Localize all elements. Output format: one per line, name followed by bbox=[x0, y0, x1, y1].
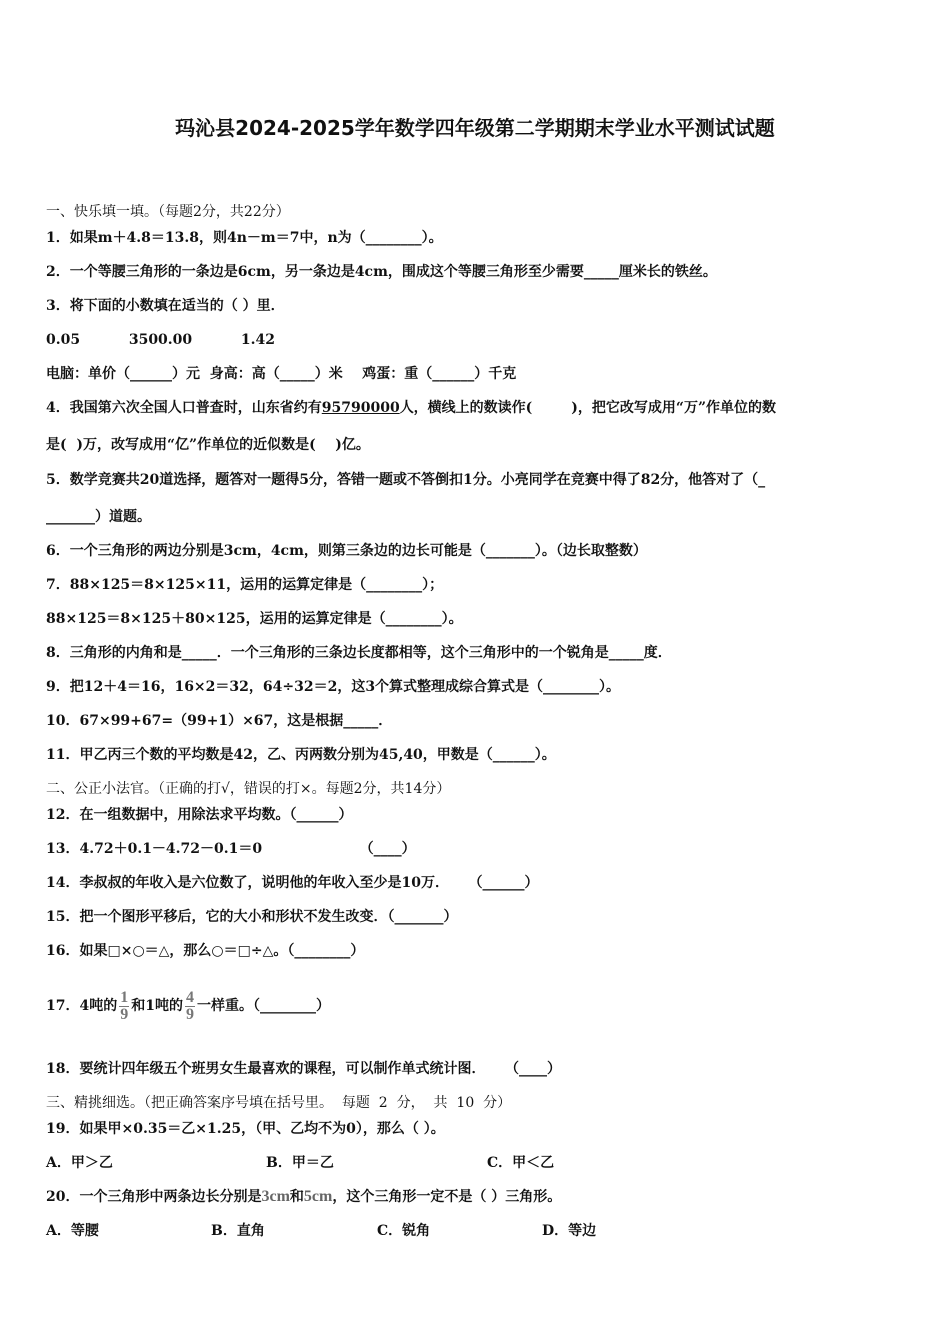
question-16: 16．如果□×○＝△，那么○＝□÷△。（________） bbox=[46, 943, 365, 959]
question-9: 9．把12＋4＝16，16×2＝32，64÷32＝2，这3个算式整理成综合算式是（________）。 bbox=[46, 679, 621, 695]
option-b: B．甲＝乙 bbox=[266, 1155, 334, 1171]
question-1: 1．如果m＋4.8＝13.8，则4n－m＝7中，n为（________）。 bbox=[46, 230, 443, 246]
question-17-mid: 和1吨的 bbox=[131, 998, 183, 1014]
question-4-post: 人，横线上的数读作( )，把它改写成用“万”作单位的数 bbox=[399, 400, 777, 416]
question-3-numbers: 0.05 3500.00 1.42 bbox=[46, 332, 275, 348]
page-title: 玛沁县2024-2025学年数学四年级第二学期期末学业水平测试试题 bbox=[175, 116, 775, 140]
question-20-pre: 20．一个三角形中两条边长分别是 bbox=[46, 1189, 262, 1205]
question-13: 13．4.72＋0.1－4.72－0.1＝0 （____） bbox=[46, 841, 416, 857]
question-17 bbox=[46, 984, 330, 1028]
fraction-four-ninths: $\frac{4}{9}$ bbox=[185, 988, 194, 1023]
section-3-heading: 三、精挑细选。（把正确答案序号填在括号里。 每题 2 分， 共 10 分） bbox=[46, 1095, 512, 1111]
question-7-line-2: 88×125＝8×125＋80×125，运用的运算定律是（________）。 bbox=[46, 611, 463, 627]
question-8: 8．三角形的内角和是_____．一个三角形的三条边长度都相等，这个三角形中的一个锐角是_____度． bbox=[46, 645, 672, 661]
question-2: 2．一个等腰三角形的一条边是6cm，另一条边是4cm，围成这个等腰三角形至少需要_____厘米长的铁丝。 bbox=[46, 264, 717, 280]
question-5-line-1: 5．数学竞赛共20道选择，题答对一题得5分，答错一题或不答倒扣1分。小亮同学在竞赛中得了82分，他答对了（_ bbox=[46, 472, 766, 488]
option-d: D．等边 bbox=[542, 1223, 597, 1239]
question-18: 18．要统计四年级五个班男女生最喜欢的课程，可以制作单式统计图． （____） bbox=[46, 1061, 561, 1077]
question-12: 12．在一组数据中，用除法求平均数。（______） bbox=[46, 807, 353, 823]
fraction-one-ninth: $\frac{1}{9}$ bbox=[120, 988, 129, 1023]
question-11: 11．甲乙丙三个数的平均数是42，乙、丙两数分别为45,40，甲数是（______）。 bbox=[46, 747, 556, 763]
question-20-mid: 和 bbox=[289, 1189, 304, 1205]
question-20-post: ，这个三角形一定不是（ ）三角形。 bbox=[332, 1189, 562, 1205]
option-c: C．锐角 bbox=[377, 1223, 431, 1239]
question-10: 10．67×99+67=（99+1）×67，这是根据_____． bbox=[46, 713, 393, 729]
option-a: A．甲＞乙 bbox=[46, 1155, 113, 1171]
option-b: B．直角 bbox=[211, 1223, 265, 1239]
question-4-line-1 bbox=[46, 398, 776, 418]
length-b: 5cm bbox=[303, 1188, 333, 1205]
section-2-heading: 二、公正小法官。（正确的打√，错误的打×。每题2分，共14分） bbox=[46, 781, 451, 797]
option-c: C．甲＜乙 bbox=[487, 1155, 555, 1171]
option-a: A．等腰 bbox=[46, 1223, 99, 1239]
question-19-options bbox=[46, 1153, 554, 1173]
question-6: 6．一个三角形的两边分别是3cm，4cm，则第三条边的边长可能是（_______）。（边长取整数） bbox=[46, 543, 647, 559]
question-17-pre: 17．4吨的 bbox=[46, 998, 118, 1014]
question-20-options bbox=[46, 1221, 596, 1241]
question-15: 15．把一个图形平移后，它的大小和形状不发生改变．（_______） bbox=[46, 909, 458, 925]
length-a: 3cm bbox=[261, 1188, 290, 1205]
section-1-heading: 一、快乐填一填。（每题2分，共22分） bbox=[46, 204, 290, 220]
question-3-blanks: 电脑：单价（______）元 身高：高（_____）米 鸡蛋：重（______）千克 bbox=[46, 366, 517, 382]
question-4-number: 95790000 bbox=[321, 400, 400, 416]
question-4-line-2: 是( )万，改写成用“亿”作单位的近似数是( )亿。 bbox=[46, 437, 370, 453]
question-20 bbox=[46, 1187, 561, 1207]
question-3: 3．将下面的小数填在适当的（ ）里． bbox=[46, 298, 285, 314]
question-17-post: 一样重。（________） bbox=[196, 998, 330, 1014]
question-4-pre: 4．我国第六次全国人口普查时，山东省约有 bbox=[46, 400, 322, 416]
question-7-line-1: 7．88×125＝8×125×11，运用的运算定律是（________）； bbox=[46, 577, 444, 593]
question-19: 19．如果甲×0.35＝乙×1.25，（甲、乙均不为0），那么（ ）。 bbox=[46, 1121, 445, 1137]
question-14: 14．李叔叔的年收入是六位数了，说明他的年收入至少是10万． （______） bbox=[46, 875, 539, 891]
question-5-line-2: _______）道题。 bbox=[46, 509, 151, 525]
